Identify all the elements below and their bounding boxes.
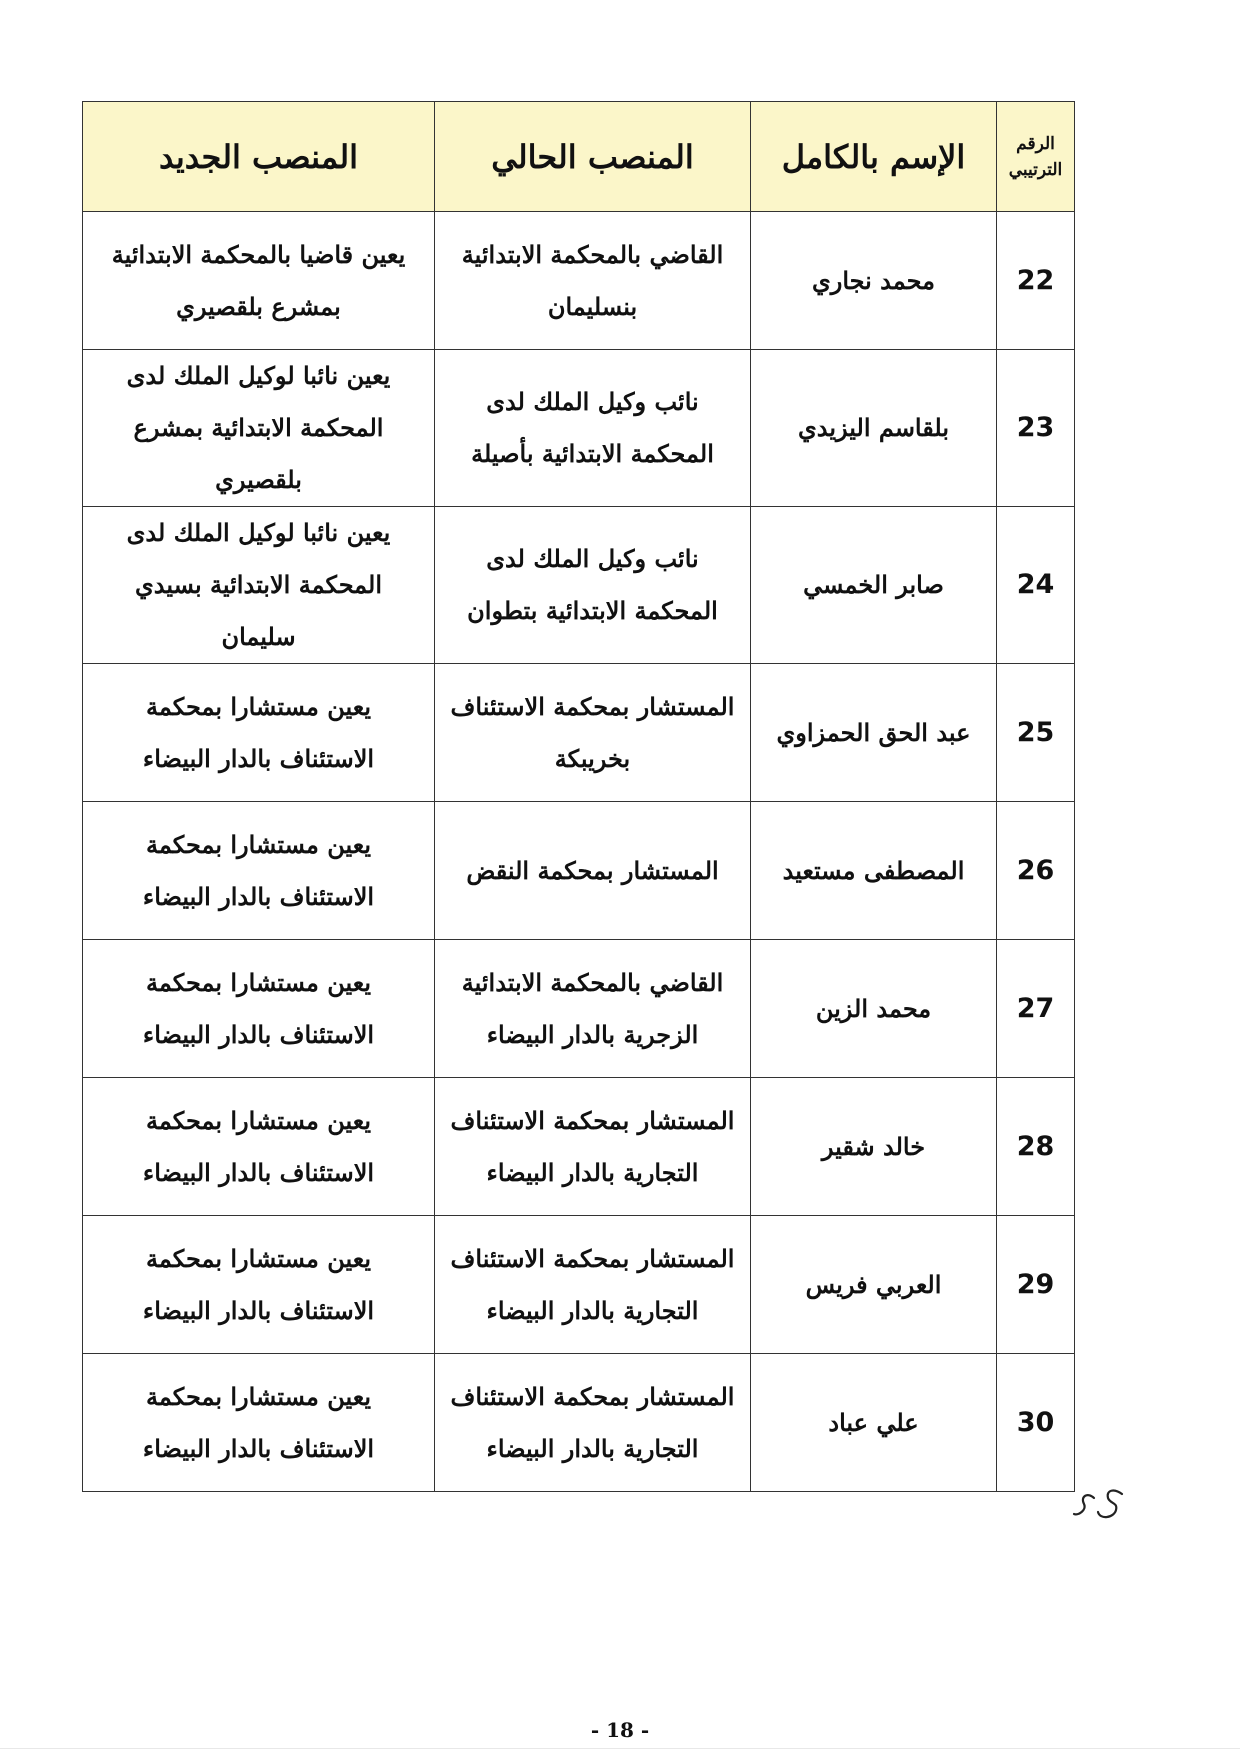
row-full-name: علي عباد — [751, 1354, 997, 1492]
table-row — [83, 940, 1075, 1078]
header-new-position: المنصب الجديد — [83, 102, 435, 212]
row-full-name: صابر الخمسي — [751, 507, 997, 664]
table-row — [83, 664, 1075, 802]
row-full-name: عبد الحق الحمزاوي — [751, 664, 997, 802]
row-current-position: المستشار بمحكمة الاستئناف بخريبكة — [435, 664, 751, 802]
page-number: - 18 - — [590, 1718, 650, 1742]
row-number: 23 — [997, 350, 1075, 507]
row-current-position: نائب وكيل الملك لدى المحكمة الابتدائية بتطوان — [435, 507, 751, 664]
table-row — [83, 507, 1075, 664]
row-number: 26 — [997, 802, 1075, 940]
row-new-position: يعين مستشارا بمحكمة الاستئناف بالدار البيضاء — [83, 1078, 435, 1216]
handwritten-initials-signature — [1070, 1480, 1130, 1530]
table-row — [83, 802, 1075, 940]
table-row — [83, 350, 1075, 507]
header-current-position: المنصب الحالي — [435, 102, 751, 212]
table-row — [83, 1216, 1075, 1354]
row-new-position: يعين مستشارا بمحكمة الاستئناف بالدار البيضاء — [83, 802, 435, 940]
row-new-position: يعين مستشارا بمحكمة الاستئناف بالدار البيضاء — [83, 1216, 435, 1354]
row-new-position: يعين قاضيا بالمحكمة الابتدائية بمشرع بلقصيري — [83, 212, 435, 350]
row-current-position: نائب وكيل الملك لدى المحكمة الابتدائية بأصيلة — [435, 350, 751, 507]
row-number: 30 — [997, 1354, 1075, 1492]
row-number: 22 — [997, 212, 1075, 350]
row-new-position: يعين مستشارا بمحكمة الاستئناف بالدار البيضاء — [83, 1354, 435, 1492]
row-number: 27 — [997, 940, 1075, 1078]
row-full-name: خالد شقير — [751, 1078, 997, 1216]
row-full-name: بلقاسم اليزيدي — [751, 350, 997, 507]
row-new-position: يعين مستشارا بمحكمة الاستئناف بالدار البيضاء — [83, 940, 435, 1078]
row-number: 24 — [997, 507, 1075, 664]
table-header-row — [83, 102, 1075, 212]
table-row — [83, 1354, 1075, 1492]
row-full-name: محمد نجاري — [751, 212, 997, 350]
table-row — [83, 1078, 1075, 1216]
row-current-position: القاضي بالمحكمة الابتدائية بنسليمان — [435, 212, 751, 350]
row-full-name: المصطفى مستعيد — [751, 802, 997, 940]
row-full-name: محمد الزين — [751, 940, 997, 1078]
bottom-scan-edge — [0, 1748, 1240, 1749]
row-new-position: يعين نائبا لوكيل الملك لدى المحكمة الابتدائية بسيدي سليمان — [83, 507, 435, 664]
header-full-name: الإسم بالكامل — [751, 102, 997, 212]
row-number: 28 — [997, 1078, 1075, 1216]
row-number: 25 — [997, 664, 1075, 802]
row-full-name: العربي فريس — [751, 1216, 997, 1354]
appointments-table — [82, 101, 1075, 1492]
row-current-position: المستشار بمحكمة الاستئناف التجارية بالدار البيضاء — [435, 1216, 751, 1354]
table-row — [83, 212, 1075, 350]
header-number: الرقم الترتيبي — [997, 102, 1075, 212]
row-current-position: المستشار بمحكمة النقض — [435, 802, 751, 940]
row-number: 29 — [997, 1216, 1075, 1354]
row-current-position: المستشار بمحكمة الاستئناف التجارية بالدار البيضاء — [435, 1078, 751, 1216]
row-current-position: المستشار بمحكمة الاستئناف التجارية بالدار البيضاء — [435, 1354, 751, 1492]
row-current-position: القاضي بالمحكمة الابتدائية الزجرية بالدار البيضاء — [435, 940, 751, 1078]
row-new-position: يعين مستشارا بمحكمة الاستئناف بالدار البيضاء — [83, 664, 435, 802]
row-new-position: يعين نائبا لوكيل الملك لدى المحكمة الابتدائية بمشرع بلقصيري — [83, 350, 435, 507]
